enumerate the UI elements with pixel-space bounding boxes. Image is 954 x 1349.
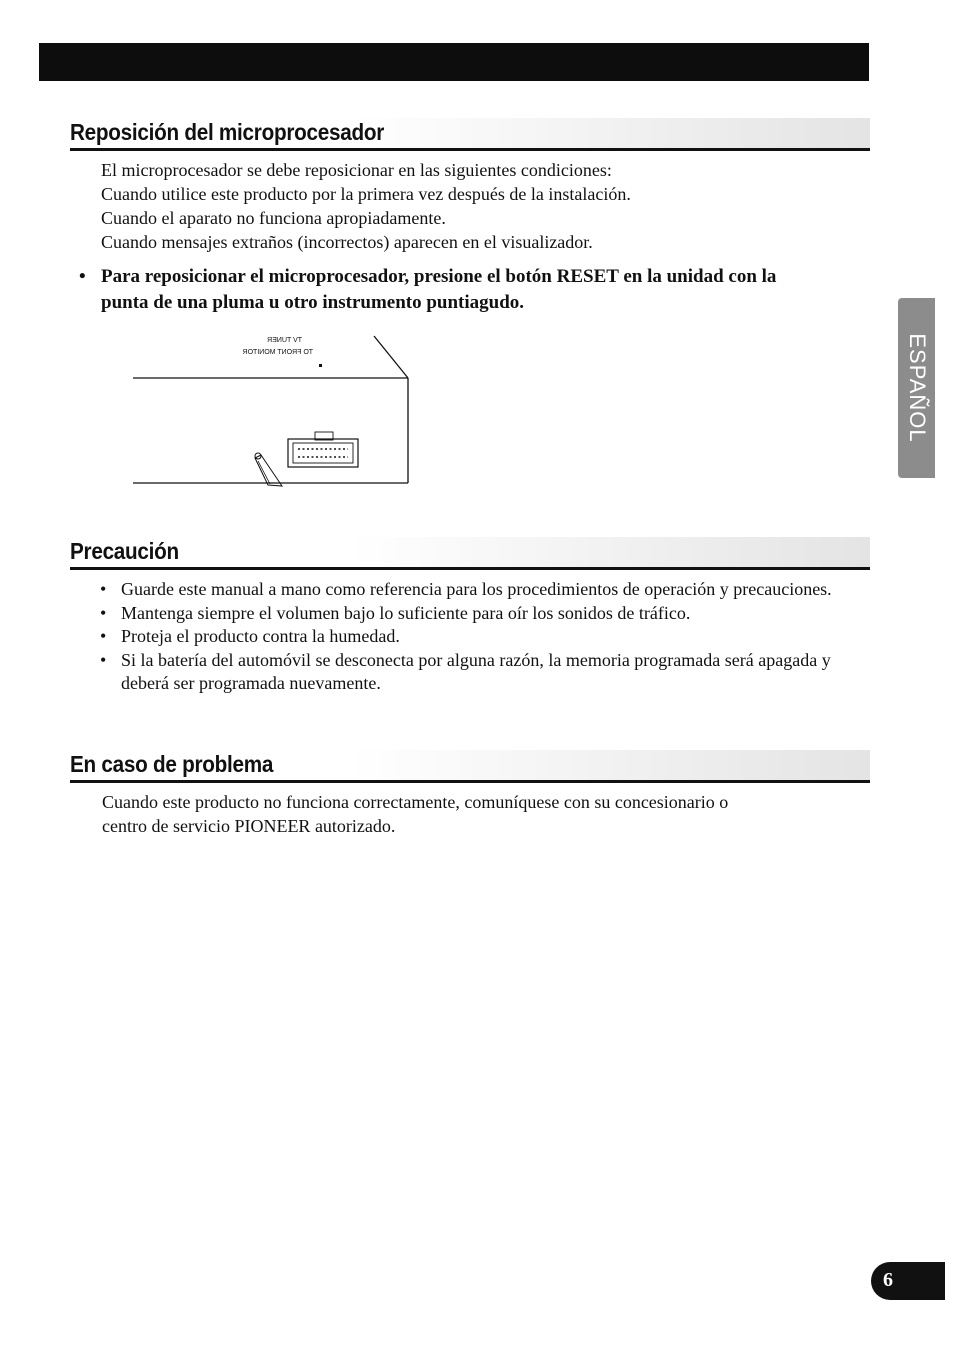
section-heading-caution [70,537,870,570]
caution-list [100,578,860,696]
reset-button-illustration [130,330,420,495]
trouble-line-1: Cuando este producto no funciona correctamente, comuníquese con su concesionario o [102,792,729,812]
caution-item [100,649,860,696]
section-title-caution: Precaución [70,538,179,564]
language-tab [898,298,935,478]
caution-item-text: Proteja el producto contra la humedad. [121,626,400,646]
language-tab-label: ESPAÑOL [904,333,930,443]
bullet-marker: • [100,602,107,623]
page-number-badge [871,1262,945,1300]
section-title-trouble: En caso de problema [70,751,274,777]
caution-item-text: Si la batería del automóvil se desconecta por alguna razón, la memoria programada será apagada y deberá ser programada nuevamente. [121,649,831,693]
reset-instruction-text: Para reposicionar el microprocesador, presione el botón RESET en la unidad con la punta de una pluma u otro instrumento puntiagudo. [101,266,777,313]
caution-item-text: Guarde este manual a mano como referencia para los procedimientos de operación y precauciones. [121,579,832,599]
bullet-marker: • [100,649,107,670]
section-heading-reset [70,118,870,151]
page-number: 6 [883,1269,893,1291]
section-heading-trouble [70,750,870,783]
reset-line-4: Cuando mensajes extraños (incorrectos) aparecen en el visualizador. [101,232,593,252]
trouble-line-2: centro de servicio PIONEER autorizado. [102,816,396,836]
bullet-marker: • [100,626,107,646]
figure-label-front-monitor: TO FRONT MONITOR [242,349,313,356]
caution-item [100,578,860,602]
bullet-marker: • [100,579,107,599]
reset-line-1: El microprocesador se debe reposicionar en las siguientes condiciones: [101,160,612,180]
reset-line-3: Cuando el aparato no funciona apropiadamente. [101,208,446,228]
caution-item [100,602,860,626]
bullet-marker: • [79,266,86,287]
reset-line-2: Cuando utilice este producto por la primera vez después de la instalación. [101,184,631,204]
trouble-text [102,790,862,838]
section-title-reset: Reposición del microprocesador [70,119,384,145]
caution-item-text: Mantenga siempre el volumen bajo lo suficiente para oír los sonidos de tráfico. [121,602,691,623]
reset-conditions [101,158,861,254]
header-bar [39,43,869,81]
caution-item [100,625,860,649]
figure-label-tv-tuner: TV TUNER [267,337,302,344]
